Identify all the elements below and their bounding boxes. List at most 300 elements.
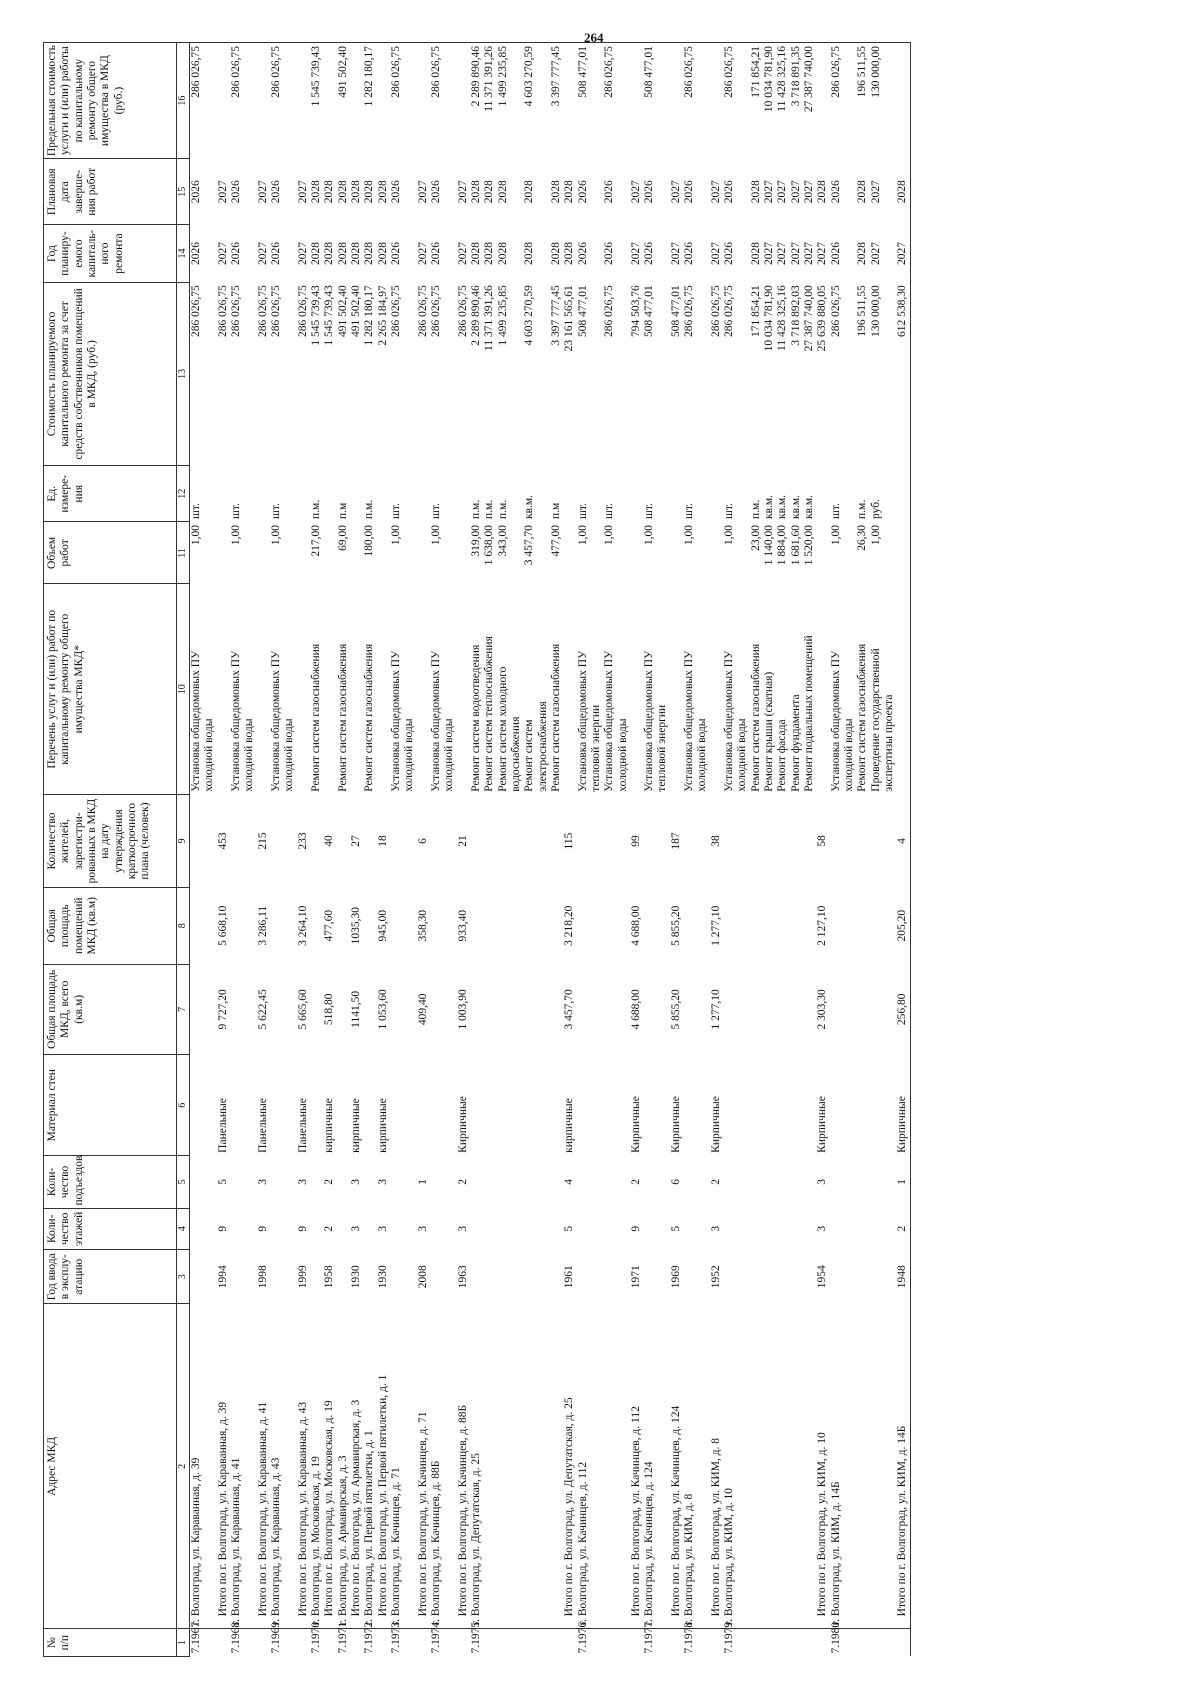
table-cell bbox=[523, 1208, 536, 1250]
table-cell bbox=[656, 522, 669, 584]
table-cell: 2026 bbox=[190, 180, 202, 204]
table-row bbox=[630, 43, 643, 1657]
table-cell bbox=[483, 1208, 496, 1250]
table-cell: 171 854,21 bbox=[750, 43, 763, 159]
table-cell bbox=[736, 1208, 749, 1250]
table-cell bbox=[523, 1250, 536, 1304]
table-cell bbox=[870, 1629, 883, 1657]
table-cell bbox=[630, 466, 643, 522]
table-cell: 2027 bbox=[869, 180, 882, 204]
table-cell: 2027 bbox=[789, 180, 802, 204]
table-cell bbox=[656, 1250, 669, 1304]
table-cell: 1954 bbox=[816, 1265, 829, 1289]
table-cell bbox=[497, 795, 510, 888]
table-cell bbox=[696, 466, 709, 522]
table-cell bbox=[710, 43, 723, 159]
table-cell: 2028 bbox=[469, 242, 482, 266]
table-cell bbox=[337, 1055, 350, 1156]
table-cell: г. Волгоград, ул. Караванная, д. 39 bbox=[190, 1304, 204, 1629]
table-row bbox=[483, 43, 496, 1657]
table-cell bbox=[736, 159, 749, 225]
table-cell: 286 026,75 bbox=[603, 285, 616, 338]
table-row bbox=[803, 43, 816, 1657]
table-cell: 180,00 bbox=[363, 524, 376, 557]
table-cell bbox=[443, 1055, 456, 1156]
table-cell bbox=[617, 887, 630, 964]
table-cell: 11 428 325,16 bbox=[776, 285, 789, 351]
table-cell bbox=[203, 522, 216, 584]
table-cell bbox=[243, 1156, 256, 1208]
table-cell bbox=[870, 1208, 883, 1250]
table-cell: Итого по г. Волгоград, ул. Караванная, д. 41 bbox=[257, 1304, 270, 1629]
table-cell bbox=[550, 1156, 563, 1208]
table-cell: Итого по г. Волгоград, ул. Караванная, д. 43 bbox=[297, 1304, 310, 1629]
table-row bbox=[390, 43, 403, 1657]
table-cell: 4 603 270,59 bbox=[523, 285, 536, 346]
table-cell: 3 397 777,45 bbox=[550, 43, 563, 159]
table-cell bbox=[883, 1156, 896, 1208]
table-cell bbox=[790, 1629, 803, 1657]
table-cell bbox=[403, 964, 416, 1055]
table-cell: 2026 bbox=[269, 180, 282, 204]
table-cell: холодной воды bbox=[616, 718, 629, 792]
table-cell: 2026 bbox=[723, 180, 736, 204]
table-cell bbox=[723, 1208, 736, 1250]
table-cell bbox=[443, 282, 456, 465]
table-cell: 2027 bbox=[456, 242, 469, 266]
table-cell bbox=[537, 159, 550, 225]
table-cell: Итого по г. Волгоград, ул. Качинцев, д. 88Б bbox=[457, 1304, 470, 1629]
table-cell: 9 bbox=[629, 1225, 642, 1232]
column-header-3: Год ввода в эксплу-атацию bbox=[44, 1250, 177, 1304]
table-cell bbox=[870, 964, 883, 1055]
table-cell bbox=[670, 522, 683, 584]
table-row bbox=[283, 43, 296, 1657]
table-cell bbox=[337, 1250, 350, 1304]
table-cell: 491 502,40 bbox=[349, 285, 362, 338]
table-cell bbox=[590, 1250, 603, 1304]
table-cell bbox=[843, 282, 856, 465]
table-cell: 2027 bbox=[456, 180, 469, 204]
table-cell: 2027 bbox=[669, 180, 682, 204]
table-cell: 4 603 270,59 bbox=[523, 43, 536, 159]
table-cell: Панельные bbox=[296, 1098, 309, 1153]
table-cell bbox=[843, 1250, 856, 1304]
table-cell: 286 026,75 bbox=[190, 43, 204, 159]
table-cell: 1 003,90 bbox=[456, 989, 469, 1030]
table-cell bbox=[537, 1055, 550, 1156]
table-cell bbox=[803, 887, 816, 964]
table-cell bbox=[537, 964, 550, 1055]
table-cell bbox=[883, 282, 896, 465]
table-cell bbox=[203, 225, 216, 283]
table-cell bbox=[577, 795, 590, 888]
table-cell bbox=[190, 1055, 204, 1156]
table-cell bbox=[617, 1250, 630, 1304]
table-cell bbox=[217, 466, 230, 522]
table-cell: 2026 bbox=[190, 242, 202, 266]
table-cell bbox=[710, 522, 723, 584]
table-cell bbox=[417, 1055, 430, 1156]
table-cell: 2027 bbox=[816, 242, 829, 266]
table-cell bbox=[696, 159, 709, 225]
table-cell: Установка общедомовых ПУ bbox=[603, 650, 616, 792]
table-cell: 1 bbox=[896, 1156, 910, 1208]
table-row bbox=[776, 43, 789, 1657]
table-cell bbox=[776, 1156, 789, 1208]
table-cell bbox=[390, 964, 403, 1055]
table-cell bbox=[217, 584, 230, 795]
table-cell bbox=[483, 964, 496, 1055]
table-cell bbox=[696, 1250, 709, 1304]
table-cell bbox=[643, 887, 656, 964]
table-cell: 3 286,11 bbox=[256, 905, 269, 946]
table-cell bbox=[203, 795, 216, 888]
table-cell bbox=[337, 1208, 350, 1250]
table-cell: 2026 bbox=[643, 180, 656, 204]
table-cell bbox=[443, 1250, 456, 1304]
table-cell bbox=[470, 1208, 483, 1250]
table-cell: г. Волгоград, ул. КИМ, д. 8 bbox=[683, 1304, 696, 1629]
table-cell: 4 688,00 bbox=[629, 989, 642, 1030]
table-cell: г. Волгоград, ул. Качинцев, д. 88Б bbox=[430, 1304, 443, 1629]
table-cell bbox=[577, 1156, 590, 1208]
table-cell bbox=[856, 1055, 869, 1156]
table-cell bbox=[417, 466, 430, 522]
table-cell bbox=[537, 1629, 550, 1657]
table-cell bbox=[803, 1055, 816, 1156]
table-cell: шт. bbox=[723, 503, 736, 519]
table-cell: 1,00 bbox=[869, 524, 882, 546]
table-cell: 4 688,00 bbox=[629, 905, 642, 946]
table-cell bbox=[310, 964, 323, 1055]
table-cell: 7.1975. bbox=[469, 1619, 482, 1654]
table-cell: 69,00 bbox=[336, 524, 349, 551]
table-cell bbox=[603, 1208, 616, 1250]
table-cell bbox=[257, 1629, 270, 1657]
table-cell: 2026 bbox=[229, 180, 242, 204]
table-cell: 23 161 565,61 bbox=[563, 285, 576, 352]
table-cell bbox=[443, 795, 456, 888]
table-cell bbox=[363, 887, 376, 964]
column-number-9: 9 bbox=[177, 795, 190, 888]
table-cell bbox=[590, 1055, 603, 1156]
table-cell: 6 bbox=[669, 1179, 682, 1185]
table-cell bbox=[883, 522, 896, 584]
table-cell: 286 026,75 bbox=[389, 285, 402, 338]
table-cell bbox=[843, 1055, 856, 1156]
table-cell bbox=[350, 522, 363, 584]
table-cell: 7.1977. bbox=[643, 1619, 656, 1654]
table-cell: 2 303,30 bbox=[816, 989, 829, 1030]
table-cell: 2028 bbox=[749, 242, 762, 266]
table-cell bbox=[723, 887, 736, 964]
table-cell bbox=[656, 1304, 669, 1629]
table-row bbox=[323, 43, 336, 1657]
table-cell bbox=[603, 1250, 616, 1304]
table-cell bbox=[843, 522, 856, 584]
table-cell bbox=[190, 1208, 204, 1250]
table-cell: 1,00 bbox=[829, 524, 842, 546]
table-cell bbox=[323, 43, 336, 159]
table-cell bbox=[896, 43, 910, 159]
column-number-5: 5 bbox=[177, 1156, 190, 1208]
table-cell: шт. bbox=[229, 503, 242, 519]
table-row bbox=[656, 43, 669, 1657]
table-cell: 1930 bbox=[349, 1265, 362, 1289]
table-cell: 3 bbox=[256, 1179, 269, 1185]
table-cell: 491 502,40 bbox=[337, 43, 350, 159]
table-cell bbox=[710, 1629, 723, 1657]
table-cell bbox=[203, 1208, 216, 1250]
table-cell: 3 718 892,03 bbox=[789, 285, 802, 346]
table-cell: 2027 bbox=[216, 242, 229, 266]
table-cell: 286 026,75 bbox=[216, 285, 229, 338]
table-cell bbox=[896, 522, 910, 584]
table-cell: Установка общедомовых ПУ bbox=[389, 650, 402, 792]
table-cell bbox=[243, 522, 256, 584]
table-cell bbox=[763, 1055, 776, 1156]
table-cell bbox=[763, 1250, 776, 1304]
table-cell: 1035,30 bbox=[349, 907, 362, 945]
table-cell bbox=[350, 466, 363, 522]
table-cell bbox=[403, 1629, 416, 1657]
table-cell: 286 026,75 bbox=[230, 43, 243, 159]
table-cell: Ремонт систем газоснабжения bbox=[363, 643, 376, 792]
table-cell: 2027 bbox=[629, 242, 642, 266]
table-cell bbox=[843, 466, 856, 522]
table-cell: 1,00 bbox=[603, 524, 616, 546]
table-row bbox=[217, 43, 230, 1657]
table-cell bbox=[550, 1629, 563, 1657]
table-cell: Итого по г. Волгоград, ул. КИМ, д. 8 bbox=[710, 1304, 723, 1629]
table-cell: 7.1971. bbox=[336, 1619, 349, 1654]
table-cell bbox=[696, 225, 709, 283]
table-cell: 1 282 180,17 bbox=[363, 43, 376, 159]
table-cell bbox=[856, 964, 869, 1055]
table-cell: шт. bbox=[576, 503, 589, 519]
table-row bbox=[670, 43, 683, 1657]
table-cell: Ремонт подвальных помещений bbox=[803, 635, 816, 792]
table-cell bbox=[736, 225, 749, 283]
table-cell: 7.1967. bbox=[190, 1619, 202, 1654]
column-header-10: Перечень услуг и (или) работ по капитальному ремонту общего имущества МКД* bbox=[44, 584, 177, 795]
table-cell bbox=[790, 1055, 803, 1156]
column-header-1: № п/п bbox=[44, 1629, 177, 1657]
table-cell bbox=[656, 1629, 669, 1657]
table-cell bbox=[363, 1208, 376, 1250]
table-cell: 3 bbox=[456, 1225, 469, 1232]
table-cell: 2027 bbox=[669, 242, 682, 266]
table-cell bbox=[883, 795, 896, 888]
table-cell: 343,00 bbox=[496, 524, 509, 557]
table-cell: 27 387 740,00 bbox=[803, 285, 816, 352]
table-cell bbox=[270, 964, 283, 1055]
table-cell bbox=[257, 43, 270, 159]
column-header-13: Стоимость планируемого капитального ремонта за счет средств собственников помещений в МКД, (руб.) bbox=[44, 282, 177, 465]
table-cell bbox=[843, 1156, 856, 1208]
table-cell bbox=[803, 795, 816, 888]
table-cell: 477,60 bbox=[323, 909, 336, 942]
table-cell: 215 bbox=[256, 832, 269, 850]
table-cell: 508 477,01 bbox=[577, 43, 590, 159]
table-cell bbox=[883, 1250, 896, 1304]
table-cell: 286 026,75 bbox=[829, 285, 842, 338]
table-cell bbox=[896, 466, 910, 522]
table-cell bbox=[856, 887, 869, 964]
table-cell bbox=[537, 1208, 550, 1250]
table-cell bbox=[763, 887, 776, 964]
table-cell: 2026 bbox=[683, 180, 696, 204]
table-cell bbox=[843, 43, 856, 159]
table-cell: шт. bbox=[389, 503, 402, 519]
table-cell bbox=[856, 1208, 869, 1250]
table-cell: Кирпичные bbox=[896, 1055, 910, 1156]
table-cell: 2 bbox=[323, 1225, 336, 1232]
table-cell bbox=[856, 1250, 869, 1304]
table-cell: холодной воды bbox=[696, 718, 709, 792]
column-number-row bbox=[177, 43, 190, 1657]
table-cell: 2028 bbox=[309, 180, 322, 204]
column-header-4: Коли-чество этажей bbox=[44, 1208, 177, 1250]
table-cell: 2028 bbox=[549, 180, 562, 204]
table-cell: 11 428 325,16 bbox=[776, 43, 789, 159]
table-cell bbox=[203, 1250, 216, 1304]
table-cell bbox=[603, 1055, 616, 1156]
table-cell bbox=[283, 1055, 296, 1156]
table-cell: электроснабжения bbox=[536, 701, 549, 792]
table-cell: холодной воды bbox=[243, 718, 256, 792]
column-number-4: 4 bbox=[177, 1208, 190, 1250]
table-cell: 945,00 bbox=[376, 909, 389, 942]
table-cell bbox=[510, 466, 523, 522]
table-cell: 1 499 235,85 bbox=[496, 285, 509, 346]
table-cell: 2028 bbox=[363, 180, 376, 204]
table-cell: 205,20 bbox=[896, 887, 910, 964]
table-cell bbox=[656, 964, 669, 1055]
table-cell: 2028 bbox=[483, 242, 496, 266]
table-row bbox=[563, 43, 576, 1657]
table-cell bbox=[403, 887, 416, 964]
table-cell bbox=[763, 1629, 776, 1657]
table-cell bbox=[723, 1250, 736, 1304]
table-cell bbox=[550, 1250, 563, 1304]
table-cell: экспертизы проекта bbox=[883, 694, 896, 792]
table-cell bbox=[377, 1629, 390, 1657]
column-number-12: 12 bbox=[177, 466, 190, 522]
table-cell: г. Волгоград, ул. Качинцев, д. 124 bbox=[643, 1304, 656, 1629]
table-cell bbox=[497, 1629, 510, 1657]
table-cell: 3 397 777,45 bbox=[549, 285, 562, 346]
table-cell bbox=[443, 887, 456, 964]
table-cell: 4 bbox=[563, 1179, 576, 1185]
table-cell bbox=[230, 964, 243, 1055]
table-cell: Итого по г. Волгоград, ул. КИМ, д. 14Б bbox=[896, 1304, 910, 1629]
table-cell: 2027 bbox=[296, 180, 309, 204]
table-cell: 4 bbox=[896, 795, 910, 888]
table-cell: 233 bbox=[296, 832, 309, 850]
table-cell bbox=[323, 1629, 336, 1657]
table-cell bbox=[830, 1250, 843, 1304]
table-cell bbox=[736, 1304, 749, 1629]
table-cell bbox=[763, 1208, 776, 1250]
table-cell bbox=[443, 159, 456, 225]
table-cell bbox=[776, 887, 789, 964]
table-cell: 2028 bbox=[376, 180, 389, 204]
table-cell bbox=[590, 1304, 603, 1629]
table-cell bbox=[403, 1055, 416, 1156]
table-cell bbox=[883, 1629, 896, 1657]
column-number-15: 15 bbox=[177, 159, 190, 225]
table-cell: 58 bbox=[816, 835, 829, 847]
table-cell: 217,00 bbox=[309, 524, 322, 557]
table-cell: 10 034 781,90 bbox=[763, 43, 776, 159]
table-cell bbox=[656, 43, 669, 159]
table-cell bbox=[363, 1250, 376, 1304]
column-header-16: Предельная стоимость услуги и (или) работы по капитальному ремонту общего имущества в МКД (руб.) bbox=[44, 43, 177, 159]
table-cell bbox=[656, 887, 669, 964]
table-cell bbox=[723, 964, 736, 1055]
column-header-2: Адрес МКД bbox=[44, 1304, 177, 1629]
table-cell: 3 bbox=[416, 1225, 429, 1232]
table-cell bbox=[523, 1156, 536, 1208]
table-cell: 1999 bbox=[296, 1265, 309, 1289]
table-cell: Проведение государственной bbox=[869, 648, 882, 792]
table-cell: Ремонт систем теплоснабжения bbox=[483, 636, 496, 792]
table-cell bbox=[283, 43, 296, 159]
table-cell bbox=[283, 522, 296, 584]
table-cell: 6 bbox=[416, 838, 429, 844]
table-cell bbox=[643, 1156, 656, 1208]
table-cell bbox=[590, 795, 603, 888]
table-row bbox=[510, 43, 523, 1657]
table-cell: 7.1978. bbox=[683, 1619, 696, 1654]
table-cell: п.м bbox=[336, 502, 349, 519]
table-cell: Установка общедомовых ПУ bbox=[190, 650, 202, 792]
table-cell: Итого по г. Волгоград, ул. Качинцев, д. 112 bbox=[630, 1304, 643, 1629]
table-cell bbox=[670, 584, 683, 795]
column-header-7: Общая площадь МКД, всего (кв.м) bbox=[44, 964, 177, 1055]
table-cell: 1994 bbox=[216, 1265, 229, 1289]
table-cell: 1,00 bbox=[683, 524, 696, 546]
table-cell: 508 477,01 bbox=[643, 43, 656, 159]
table-cell bbox=[736, 522, 749, 584]
table-row bbox=[417, 43, 430, 1657]
table-cell bbox=[483, 1304, 496, 1629]
table-cell bbox=[710, 466, 723, 522]
table-cell bbox=[230, 1055, 243, 1156]
table-cell bbox=[776, 1304, 789, 1629]
rotated-table-wrapper bbox=[43, 42, 1161, 1657]
table-row bbox=[683, 43, 696, 1657]
table-cell bbox=[723, 795, 736, 888]
table-cell: 2027 bbox=[869, 242, 882, 266]
table-cell bbox=[590, 1629, 603, 1657]
table-cell: п.м bbox=[549, 502, 562, 519]
table-cell: шт. bbox=[190, 503, 202, 519]
table-cell: водоснабжения bbox=[509, 716, 522, 792]
table-cell: 286 026,75 bbox=[429, 285, 442, 338]
table-cell: 5 668,10 bbox=[216, 905, 229, 946]
table-cell bbox=[203, 1304, 216, 1629]
table-cell bbox=[510, 1055, 523, 1156]
table-cell: 25 639 880,05 bbox=[816, 285, 829, 352]
table-cell: г. Волгоград, ул. Караванная, д. 41 bbox=[230, 1304, 243, 1629]
table-cell: Ремонт систем газоснабжения bbox=[856, 643, 869, 792]
table-cell: 9 bbox=[296, 1225, 309, 1232]
table-cell: 1,00 bbox=[190, 524, 202, 546]
table-cell bbox=[723, 1055, 736, 1156]
